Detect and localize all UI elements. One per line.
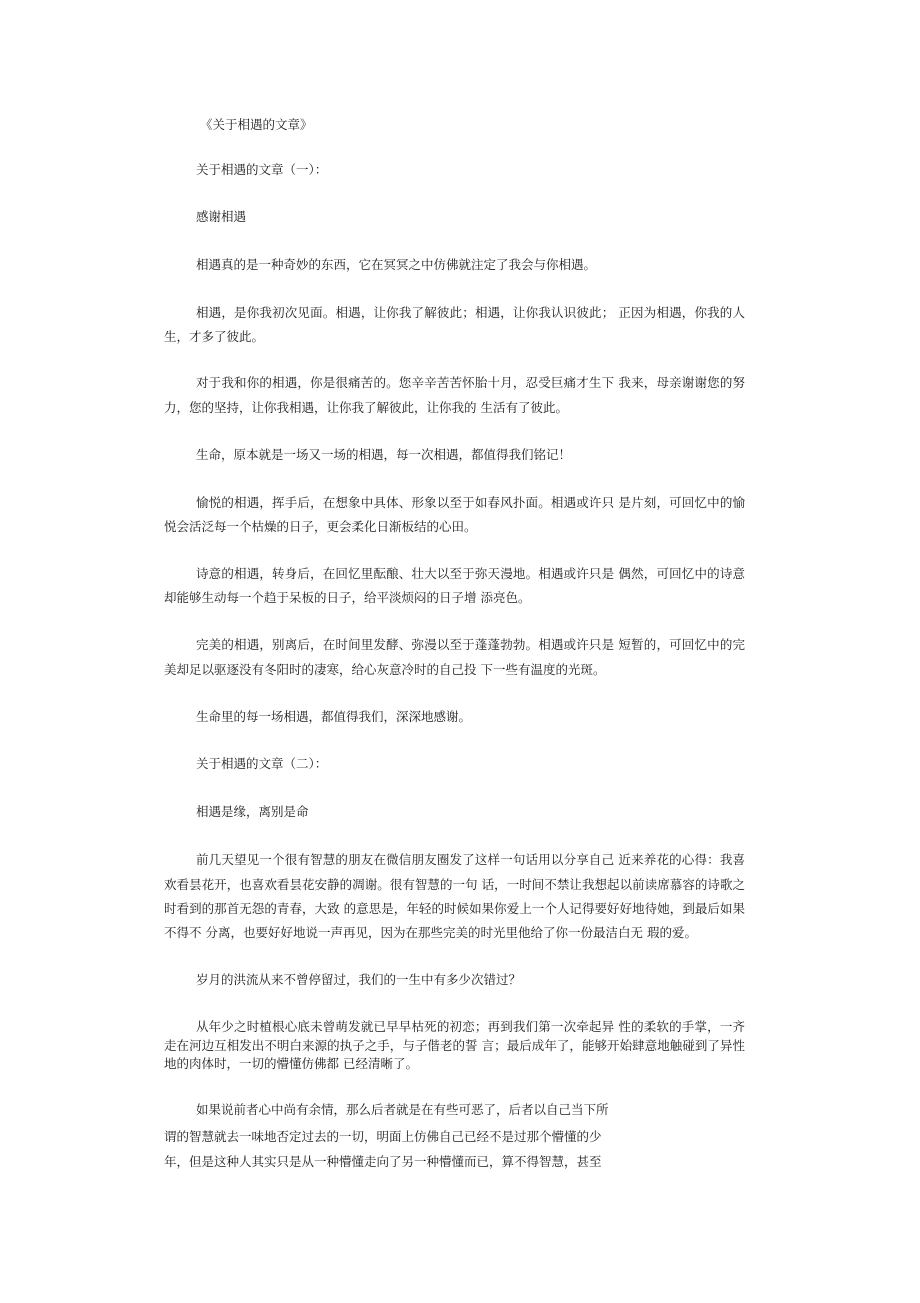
- paragraph-line: 走在河边互相发出不明白来源的执子之手，与子偕老的誓 言；最后成年了，能够开始肆意地触碰到了异性: [164, 1038, 745, 1053]
- paragraph-line: 从年少之时植根心底未曾萌发就已早早枯死的初恋；再到我们第一次牵起异 性的柔软的手掌，一齐: [196, 1019, 745, 1034]
- section-heading: 关于相遇的文章（一）：: [196, 162, 328, 177]
- paragraph-line: 前几天望见一个很有智慧的朋友在微信朋友圈发了这样一句话用以分享自己 近来养花的心得：我喜: [196, 852, 745, 867]
- paragraph-line: 欢看昙花开，也喜欢看昙花安静的凋谢。很有智慧的一句 话，一时间不禁让我想起以前读席慕容的诗歌之: [164, 877, 745, 892]
- paragraph-line: 力，您的坚持，让你我相遇，让你我了解彼此，让你我的 生活有了彼此。: [164, 400, 568, 415]
- paragraph-line: 如果说前者心中尚有余情，那么后者就是在有些可恶了，后者以自己当下所: [196, 1102, 609, 1117]
- section-subtitle: 感谢相遇: [196, 209, 247, 224]
- paragraph-line: 生，才多了彼此。: [164, 329, 265, 344]
- paragraph-line: 不得不 分离，也要好好地说一声再见，因为在那些完美的时光里他给了你一份最洁白无 瑕的爱。: [164, 925, 697, 940]
- paragraph-line: 谓的智慧就去一味地否定过去的一切，明面上仿佛自己已经不是过那个懵懂的少: [164, 1129, 602, 1144]
- paragraph-line: 相遇，是你我初次见面。相遇，让你我了解彼此；相遇，让你我认识彼此； 正因为相遇，你我的人: [196, 305, 745, 320]
- section-heading: 关于相遇的文章（二）：: [196, 756, 328, 771]
- paragraph-line: 悦会活泛每一个枯燥的日子，更会柔化日渐板结的心田。: [164, 519, 477, 534]
- paragraph-line: 愉悦的相遇，挥手后，在想象中具体、形象以至于如春风扑面。相遇或许只 是片刻，可回忆中的愉: [196, 495, 745, 510]
- paragraph-line: 完美的相遇，别离后，在时间里发酵、弥漫以至于蓬蓬勃勃。相遇或许只是 短暂的，可回忆中的完: [196, 637, 745, 652]
- paragraph-line: 岁月的洪流从来不曾停留过，我们的一生中有多少次错过？: [196, 972, 522, 987]
- paragraph-line: 诗意的相遇，转身后，在回忆里酝酿、壮大以至于弥天漫地。相遇或许只是 偶然，可回忆中的诗意: [196, 566, 745, 581]
- paragraph-line: 对于我和你的相遇，你是很痛苦的。您辛辛苦苦怀胎十月，忍受巨痛才生下 我来，母亲谢谢您的努: [196, 375, 745, 390]
- paragraph-line: 年，但是这种人其实只是从一种懵懂走向了另一种懵懂而已，算不得智慧，甚至: [164, 1154, 602, 1169]
- paragraph-line: 地的肉体时，一切的懵懂仿佛都 已经清晰了。: [164, 1056, 418, 1071]
- paragraph-line: 生命里的每一场相遇，都值得我们，深深地感谢。: [196, 709, 472, 724]
- section-subtitle: 相遇是缘，离别是命: [196, 804, 309, 819]
- document-title: 《关于相遇的文章》: [200, 117, 313, 132]
- paragraph-line: 美却足以驱逐没有冬阳时的凄寒，给心灰意冷时的自己投 下一些有温度的光斑。: [164, 662, 606, 677]
- paragraph-line: 生命，原本就是一场又一场的相遇，每一次相遇，都值得我们铭记！: [196, 447, 572, 462]
- paragraph-line: 时看到的那首无怨的青春，大致 的意思是，年轻的时候如果你爱上一个人记得要好好地待她，到最后如果: [164, 901, 745, 916]
- paragraph-line: 却能够生动每一个趋于呆板的日子，给平淡烦闷的日子增 添亮色。: [164, 590, 531, 605]
- paragraph-line: 相遇真的是一种奇妙的东西，它在冥冥之中仿佛就注定了我会与你相遇。: [196, 257, 597, 272]
